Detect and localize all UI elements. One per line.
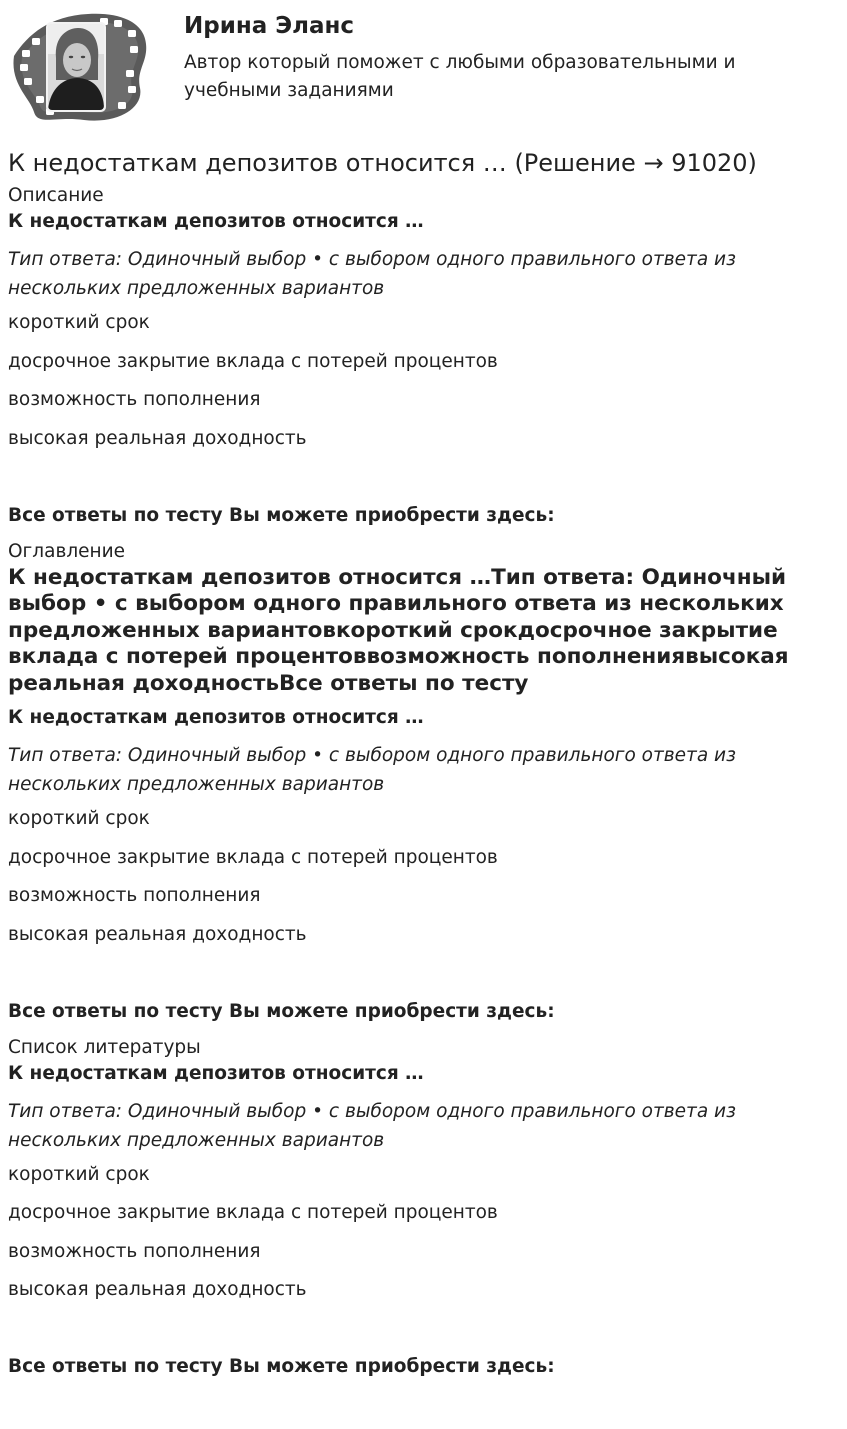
description-section: [8, 183, 840, 529]
answer-type: Тип ответа: Одиночный выбор • с выбором одного правильного ответа из нескольких предложенных вариантов: [8, 1100, 736, 1151]
answer-option: короткий срок: [8, 312, 150, 333]
answer-option: высокая реальная доходность: [8, 1279, 307, 1300]
answer-option: короткий срок: [8, 1163, 150, 1185]
answer-option: досрочное закрытие вклада с потерей процентов: [8, 846, 498, 868]
answer-option: возможность пополнения: [8, 1240, 261, 1262]
author-header: [0, 0, 847, 130]
literature-section: [8, 1035, 840, 1381]
main-content: [8, 146, 840, 1390]
literature-label: Список литературы: [8, 1036, 201, 1058]
buy-answers-text: Все ответы по тесту Вы можете приобрести здесь:: [8, 1000, 555, 1022]
answer-option: возможность пополнения: [8, 885, 261, 906]
answer-type: Тип ответа: Одиночный выбор • с выбором одного правильного ответа из нескольких предложенных вариантов: [8, 745, 736, 795]
spacer: [8, 1303, 840, 1354]
question-title: К недостаткам депозитов относится …: [8, 211, 424, 232]
author-avatar[interactable]: [8, 8, 150, 126]
answer-option: досрочное закрытие вклада с потерей процентов: [8, 350, 498, 372]
author-name[interactable]: Ирина Эланс: [184, 13, 355, 39]
answer-option: досрочное закрытие вклада с потерей процентов: [8, 1202, 498, 1223]
answer-type: Тип ответа: Одиночный выбор • с выбором одного правильного ответа из нескольких предложенных вариантов: [8, 249, 736, 299]
page-title: К недостаткам депозитов относится … (Решение → 91020): [8, 149, 757, 177]
film-frame-avatar-image: [8, 8, 150, 126]
buy-answers-text: Все ответы по тесту Вы можете приобрести здесь:: [8, 504, 555, 526]
question-title: К недостаткам депозитов относится …: [8, 707, 424, 728]
question-title: К недостаткам депозитов относится …: [8, 1062, 424, 1084]
author-description: Автор который поможет с любыми образовательными и учебными заданиями: [184, 52, 736, 101]
toc-heading: К недостаткам депозитов относится …Тип ответа: Одиночный выбор • с выбором одного правильного ответа из нескольких предложенных вариантовкороткий срокдосрочное закрытие вклада с потерей процентоввозможность пополнениявысокая реальная доходностьВсе ответы по тесту: [8, 564, 789, 696]
toc-label: Оглавление: [8, 540, 126, 562]
spacer: [8, 948, 840, 999]
answer-option: возможность пополнения: [8, 389, 261, 410]
buy-answers-text: Все ответы по тесту Вы можете приобрести здесь:: [8, 1356, 555, 1377]
spacer: [8, 452, 840, 503]
answer-option: высокая реальная доходность: [8, 923, 307, 945]
answer-option: высокая реальная доходность: [8, 427, 307, 449]
toc-section: [8, 539, 840, 1025]
answer-option: короткий срок: [8, 808, 150, 829]
description-label: Описание: [8, 185, 104, 206]
